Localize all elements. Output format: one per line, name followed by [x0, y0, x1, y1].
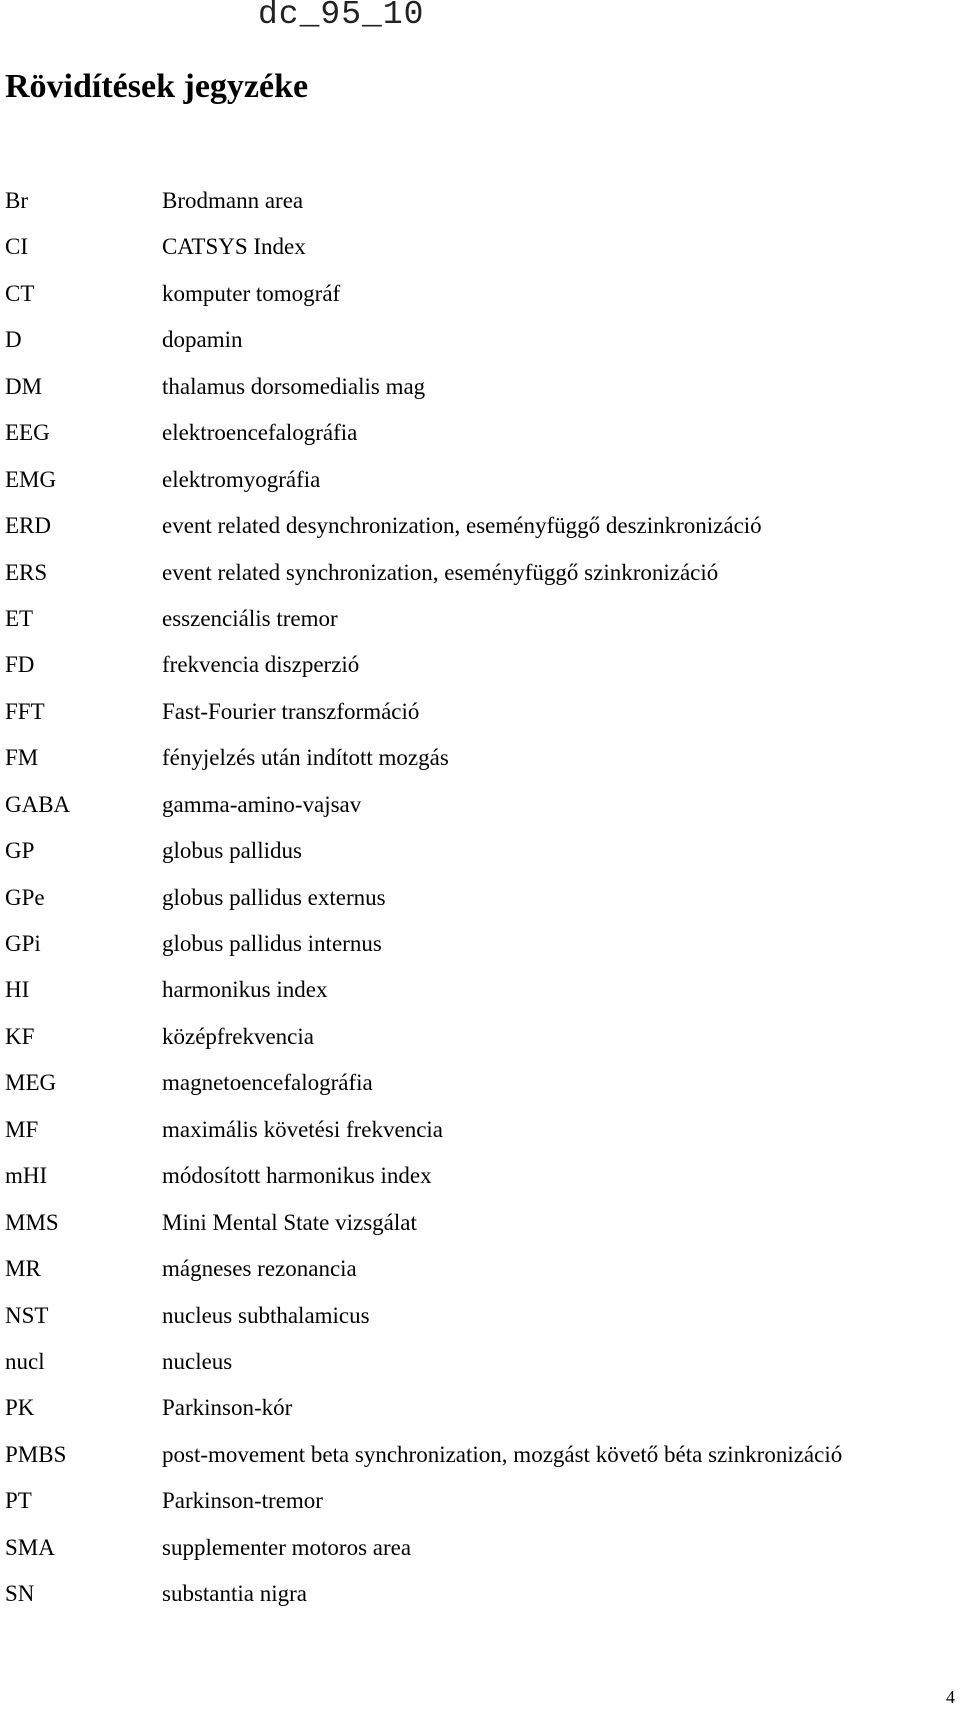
- abbreviation-definition: elektromyográfia: [162, 466, 321, 492]
- abbreviation-term: GP: [5, 838, 35, 864]
- document-id: dc_95_10: [258, 0, 425, 33]
- abbreviation-definition: dopamin: [162, 327, 243, 353]
- abbreviation-term: SN: [5, 1581, 35, 1607]
- abbreviation-definition: komputer tomográf: [162, 280, 341, 306]
- abbreviation-definition: mágneses rezonancia: [162, 1256, 357, 1282]
- abbreviation-term: FD: [5, 652, 35, 678]
- abbreviation-term: GABA: [5, 791, 71, 817]
- abbreviation-term: Br: [5, 188, 28, 213]
- abbreviation-definition: globus pallidus: [162, 838, 302, 864]
- abbreviation-term: GPi: [5, 931, 41, 956]
- abbreviation-definition: frekvencia diszperzió: [162, 652, 360, 678]
- abbreviation-definition: event related synchronization, eseményfüggő szinkronizáció: [162, 559, 719, 585]
- abbreviation-definition: maximális követési frekvencia: [162, 1116, 444, 1142]
- abbreviation-definition: középfrekvencia: [162, 1023, 314, 1049]
- abbreviation-term: MEG: [5, 1070, 57, 1096]
- abbreviation-term: EMG: [5, 466, 57, 492]
- abbreviation-term: mHI: [5, 1163, 48, 1189]
- abbreviation-definition: supplementer motoros area: [162, 1534, 412, 1560]
- abbreviation-term: FFT: [5, 698, 45, 724]
- page-title: Rövidítések jegyzéke: [5, 68, 309, 105]
- abbreviation-term: ET: [5, 605, 34, 631]
- abbreviation-definition: globus pallidus externus: [162, 884, 386, 910]
- abbreviation-definition: Parkinson-kór: [162, 1395, 293, 1421]
- abbreviation-term: ERD: [5, 513, 51, 539]
- abbreviation-term: SMA: [5, 1534, 55, 1560]
- abbreviation-term: FM: [5, 745, 39, 771]
- abbreviation-term: MR: [5, 1256, 41, 1282]
- abbreviation-definition: módosított harmonikus index: [162, 1163, 432, 1189]
- abbreviation-definition: Mini Mental State vizsgálat: [162, 1209, 417, 1235]
- abbreviation-definition: nucleus: [162, 1348, 233, 1374]
- abbreviation-term: nucl: [5, 1348, 45, 1374]
- abbreviation-term: ERS: [5, 559, 48, 585]
- abbreviation-definition: elektroencefalográfia: [162, 420, 358, 446]
- abbreviation-definition: magnetoencefalográfia: [162, 1070, 373, 1096]
- abbreviation-definition: Fast-Fourier transzformáció: [162, 698, 420, 724]
- abbreviation-term: PMBS: [5, 1441, 67, 1467]
- abbreviation-term: DM: [5, 373, 43, 399]
- abbreviation-definition: gamma-amino-vajsav: [162, 791, 362, 817]
- abbreviation-term: EEG: [5, 420, 50, 446]
- abbreviation-term: NST: [5, 1302, 49, 1328]
- abbreviation-definition: Brodmann area: [162, 188, 304, 213]
- abbreviation-term: MMS: [5, 1209, 59, 1235]
- page-number: 4: [946, 1687, 955, 1707]
- abbreviation-definition: globus pallidus internus: [162, 931, 382, 956]
- abbreviation-definition: fényjelzés után indított mozgás: [162, 745, 449, 771]
- abbreviation-definition: harmonikus index: [162, 977, 328, 1003]
- abbreviation-term: KF: [5, 1023, 35, 1049]
- abbreviation-definition: Parkinson-tremor: [162, 1488, 323, 1514]
- abbreviation-term: PT: [5, 1488, 32, 1514]
- abbreviation-definition: post-movement beta synchronization, mozgást követő béta szinkronizáció: [162, 1441, 843, 1467]
- abbreviation-definition: thalamus dorsomedialis mag: [162, 373, 426, 399]
- abbreviation-term: D: [5, 327, 22, 353]
- abbreviation-term: PK: [5, 1395, 35, 1421]
- abbreviation-term: CT: [5, 280, 35, 306]
- abbreviation-term: MF: [5, 1116, 39, 1142]
- abbreviation-definition: nucleus subthalamicus: [162, 1302, 370, 1328]
- abbreviation-definition: esszenciális tremor: [162, 605, 338, 631]
- abbreviation-term: CI: [5, 234, 28, 260]
- abbreviation-term: GPe: [5, 884, 45, 910]
- abbreviation-term: HI: [5, 977, 30, 1003]
- abbreviation-definition: substantia nigra: [162, 1581, 307, 1607]
- abbreviation-definition: CATSYS Index: [162, 234, 306, 260]
- abbreviation-definition: event related desynchronization, eseményfüggő deszinkronizáció: [162, 513, 762, 539]
